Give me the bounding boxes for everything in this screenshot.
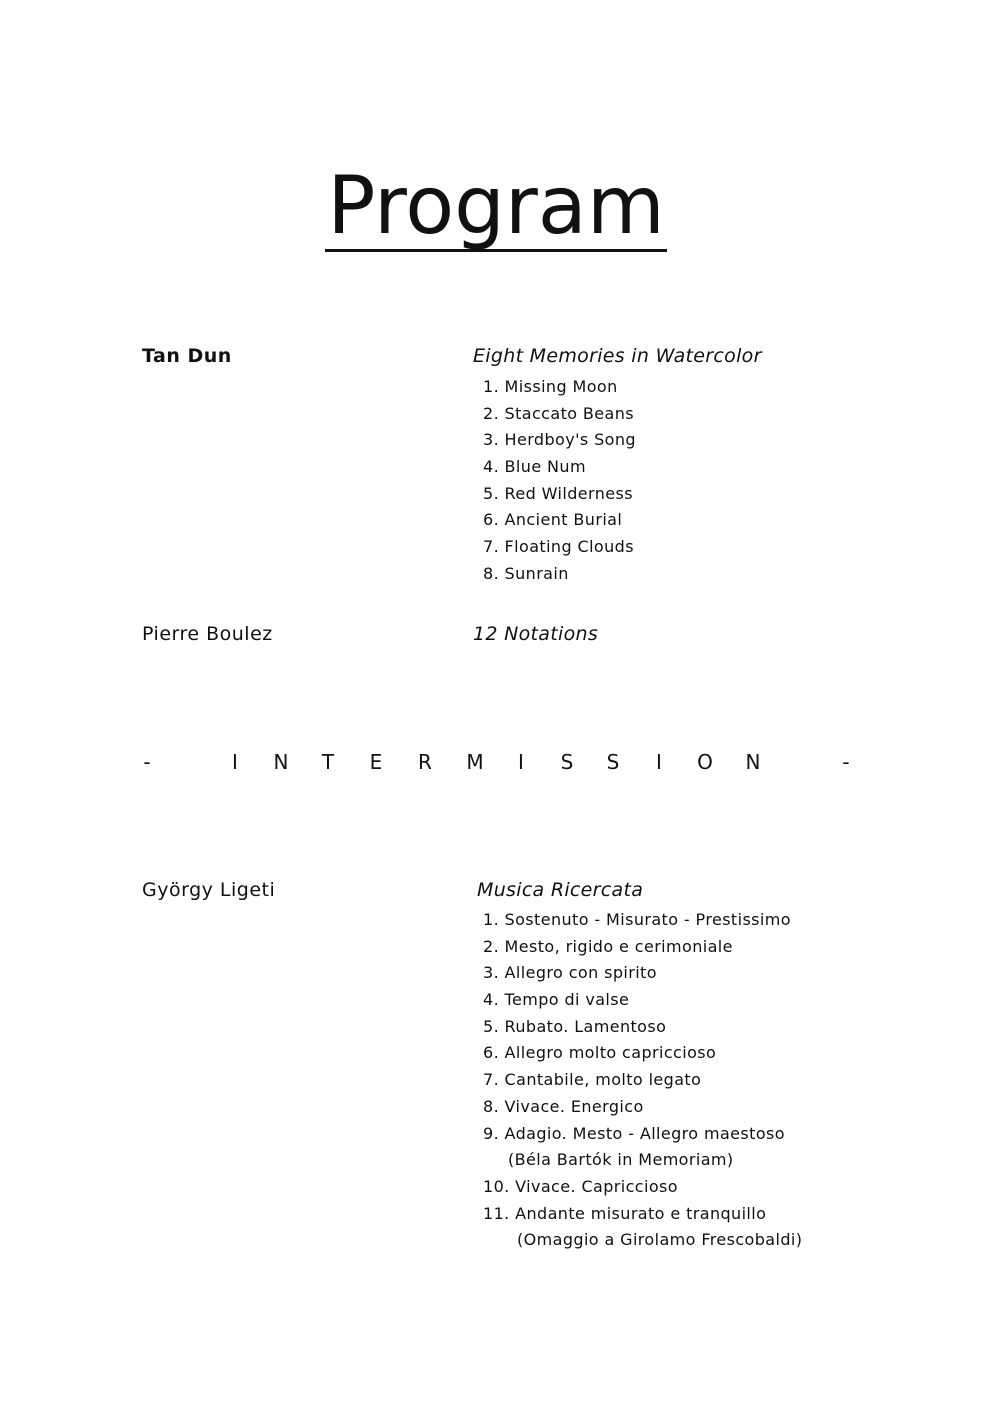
- movement-item: 3. Allegro con spirito: [483, 963, 657, 983]
- movement-item: 10. Vivace. Capriccioso: [483, 1176, 678, 1196]
- intermission-letter: I: [518, 750, 524, 774]
- composer-name: Pierre Boulez: [142, 623, 273, 645]
- intermission-letter: I: [232, 750, 238, 774]
- work-title: 12 Notations: [473, 623, 599, 645]
- movement-subtitle: (Omaggio a Girolamo Frescobaldi): [517, 1230, 803, 1250]
- intermission-letter: O: [697, 750, 713, 774]
- work-title: Musica Ricercata: [477, 879, 644, 901]
- movement-item: 5. Rubato. Lamentoso: [483, 1016, 667, 1036]
- composer-name: Tan Dun: [142, 345, 232, 367]
- movement-item: 2. Mesto, rigido e cerimoniale: [483, 936, 733, 956]
- intermission-letter: R: [418, 750, 432, 774]
- intermission-letter: N: [745, 750, 761, 774]
- movement-item: 7. Cantabile, molto legato: [483, 1070, 702, 1090]
- movement-item: 5. Red Wilderness: [483, 483, 633, 503]
- composer-name: György Ligeti: [142, 879, 276, 901]
- movement-item: 8. Vivace. Energico: [483, 1096, 644, 1116]
- movement-item: 1. Sostenuto - Misurato - Prestissimo: [483, 910, 791, 929]
- movement-item: 9. Adagio. Mesto - Allegro maestoso: [483, 1123, 785, 1143]
- intermission-letter: N: [273, 750, 289, 774]
- movement-item: 2. Staccato Beans: [483, 403, 635, 423]
- intermission-letter: E: [369, 750, 383, 774]
- intermission-dash: -: [842, 750, 850, 774]
- movement-item: 4. Tempo di valse: [483, 990, 630, 1010]
- movement-item: 7. Floating Clouds: [483, 537, 634, 557]
- page-title-text: Program: [327, 159, 665, 252]
- intermission-letter: T: [321, 750, 335, 774]
- intermission-letter: I: [656, 750, 662, 774]
- intermission-letter: S: [560, 750, 574, 774]
- movement-item: 1. Missing Moon: [483, 377, 618, 396]
- movement-list: [483, 907, 802, 1254]
- intermission-banner: [0, 748, 992, 776]
- page-title: [0, 160, 992, 252]
- intermission-letter: M: [466, 750, 484, 774]
- intermission-letter: S: [606, 750, 620, 774]
- intermission-dash: -: [143, 750, 151, 774]
- movement-item: 6. Ancient Burial: [483, 510, 623, 530]
- movement-item: 3. Herdboy's Song: [483, 430, 636, 450]
- movement-item: 4. Blue Num: [483, 457, 586, 477]
- movement-item: 6. Allegro molto capriccioso: [483, 1043, 717, 1063]
- movement-subtitle: (Béla Bartók in Memoriam): [508, 1150, 734, 1170]
- movement-item: 11. Andante misurato e tranquillo: [483, 1203, 767, 1223]
- work-title: Eight Memories in Watercolor: [473, 345, 762, 367]
- movement-list: [483, 374, 636, 588]
- movement-item: 8. Sunrain: [483, 563, 569, 583]
